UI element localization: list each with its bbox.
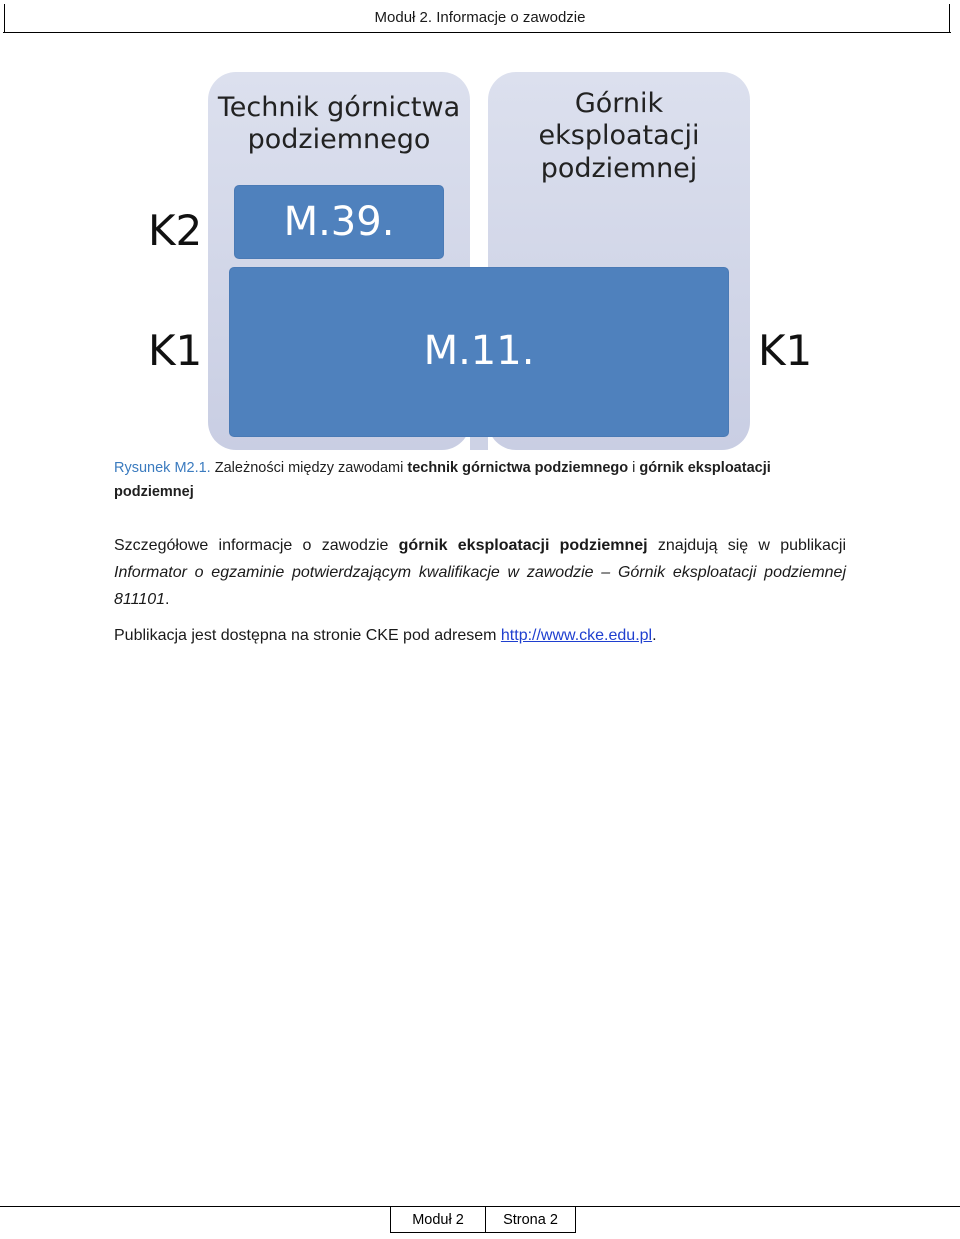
footer-rule-right	[576, 1206, 960, 1233]
panel-technik-title-line2: podziemnego	[247, 124, 431, 156]
label-k1-right: K1	[758, 326, 813, 375]
info-paragraph	[114, 532, 846, 613]
label-k1-left: K1	[148, 326, 203, 375]
header-title: Moduł 2. Informacje o zawodzie	[374, 9, 586, 26]
caption-bold-1: technik górnictwa podziemnego	[407, 460, 629, 476]
para1-bold-1: górnik eksploatacji podziemnej	[398, 537, 648, 554]
caption-label: Rysunek M2.1.	[114, 460, 211, 476]
panel-gornik-title	[488, 88, 750, 185]
label-k2: K2	[148, 206, 203, 255]
panel-technik-title	[208, 92, 470, 157]
caption-bold-2: górnik eksploatacji podziemnej	[114, 460, 771, 500]
qualification-m39-box: M.39.	[235, 186, 443, 258]
caption-text-1: Zależności między zawodami	[214, 460, 404, 476]
para1-text-1: Szczegółowe informacje o zawodzie	[114, 537, 389, 554]
figure-caption	[114, 456, 834, 504]
footer-rule-left	[0, 1206, 390, 1233]
panel-gornik-title-line2: eksploatacji	[538, 120, 700, 152]
panel-gornik-title-line3: podziemnej	[540, 152, 698, 184]
para1-text-3: .	[165, 591, 170, 608]
footer-page-number: Strona 2	[486, 1206, 576, 1233]
para2-text-2: .	[652, 627, 657, 644]
page-footer	[390, 1206, 576, 1233]
diagram	[0, 0, 960, 460]
cke-link[interactable]: http://www.cke.edu.pl	[500, 627, 653, 644]
para1-publication-title: Informator o egzaminie potwierdzającym kwalifikacje w zawodzie – Górnik eksploatacji podziemnej 811101	[114, 564, 846, 608]
para1-text-2: znajdują się w publikacji	[657, 537, 847, 554]
para2-text-1: Publikacja jest dostępna na stronie CKE pod adresem	[114, 627, 497, 644]
qualification-m11-box: M.11.	[230, 268, 728, 436]
caption-text-2: i	[632, 460, 636, 476]
footer-module: Moduł 2	[390, 1206, 486, 1233]
panel-gornik-title-line1: Górnik	[574, 88, 664, 119]
publication-paragraph	[114, 623, 846, 649]
panel-technik-title-line1: Technik górnictwa	[217, 92, 461, 123]
